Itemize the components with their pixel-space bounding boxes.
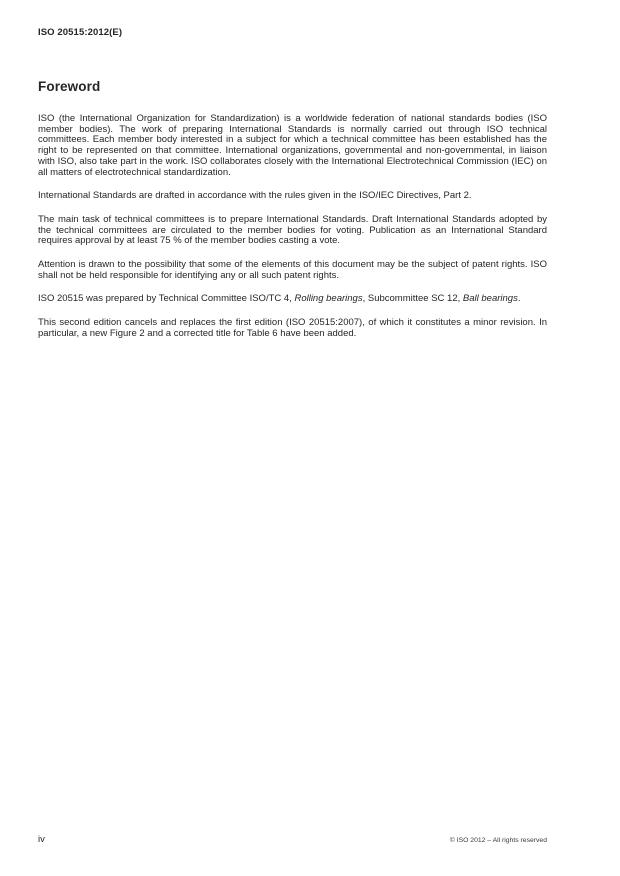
paragraph-directives: International Standards are drafted in accordance with the rules given in the ISO/IEC Directives, Part 2. <box>38 190 472 202</box>
page-title: Foreword <box>38 79 101 94</box>
foreword-body <box>38 114 547 353</box>
paragraph-patent-rights: Attention is drawn to the possibility that some of the elements of this document may be the subject of patent rights. ISO shall not be held responsible for identifying any or all such patent rights. <box>38 259 547 281</box>
page-footer <box>38 834 547 845</box>
page-number: iv <box>38 834 45 845</box>
paragraph-second-edition: This second edition cancels and replaces the first edition (ISO 20515:2007), of which it constitutes a minor revision. In particular, a new Figure 2 and a corrected title for Table 6 have been added. <box>38 317 547 339</box>
paragraph-iso-federation: ISO (the International Organization for Standardization) is a worldwide federation of national standards bodies (ISO member bodies). The work of preparing International Standards is normally carried out through ISO technical committees. Each member body interested in a subject for which a technical committee has been established has the right to be represented on that committee. International organizations, governmental and non-governmental, in liaison with ISO, also take part in the work. ISO collaborates closely with the International Electrotechnical Commission (IEC) on all matters of electrotechnical standardization. <box>38 113 547 178</box>
copyright-notice: © ISO 2012 – All rights reserved <box>449 837 547 844</box>
paragraph-main-task: The main task of technical committees is to prepare International Standards. Draft International Standards adopted by the technical committees are circulated to the member bodies for voting. Publication as an International Standard requires approval by at least 75 % of the member bodies casting a vote. <box>38 213 547 247</box>
document-reference: ISO 20515:2012(E) <box>38 27 123 38</box>
paragraph-committee: ISO 20515 was prepared by Technical Committee ISO/TC 4, Rolling bearings, Subcommittee SC 12, Ball bearings. <box>38 293 521 305</box>
